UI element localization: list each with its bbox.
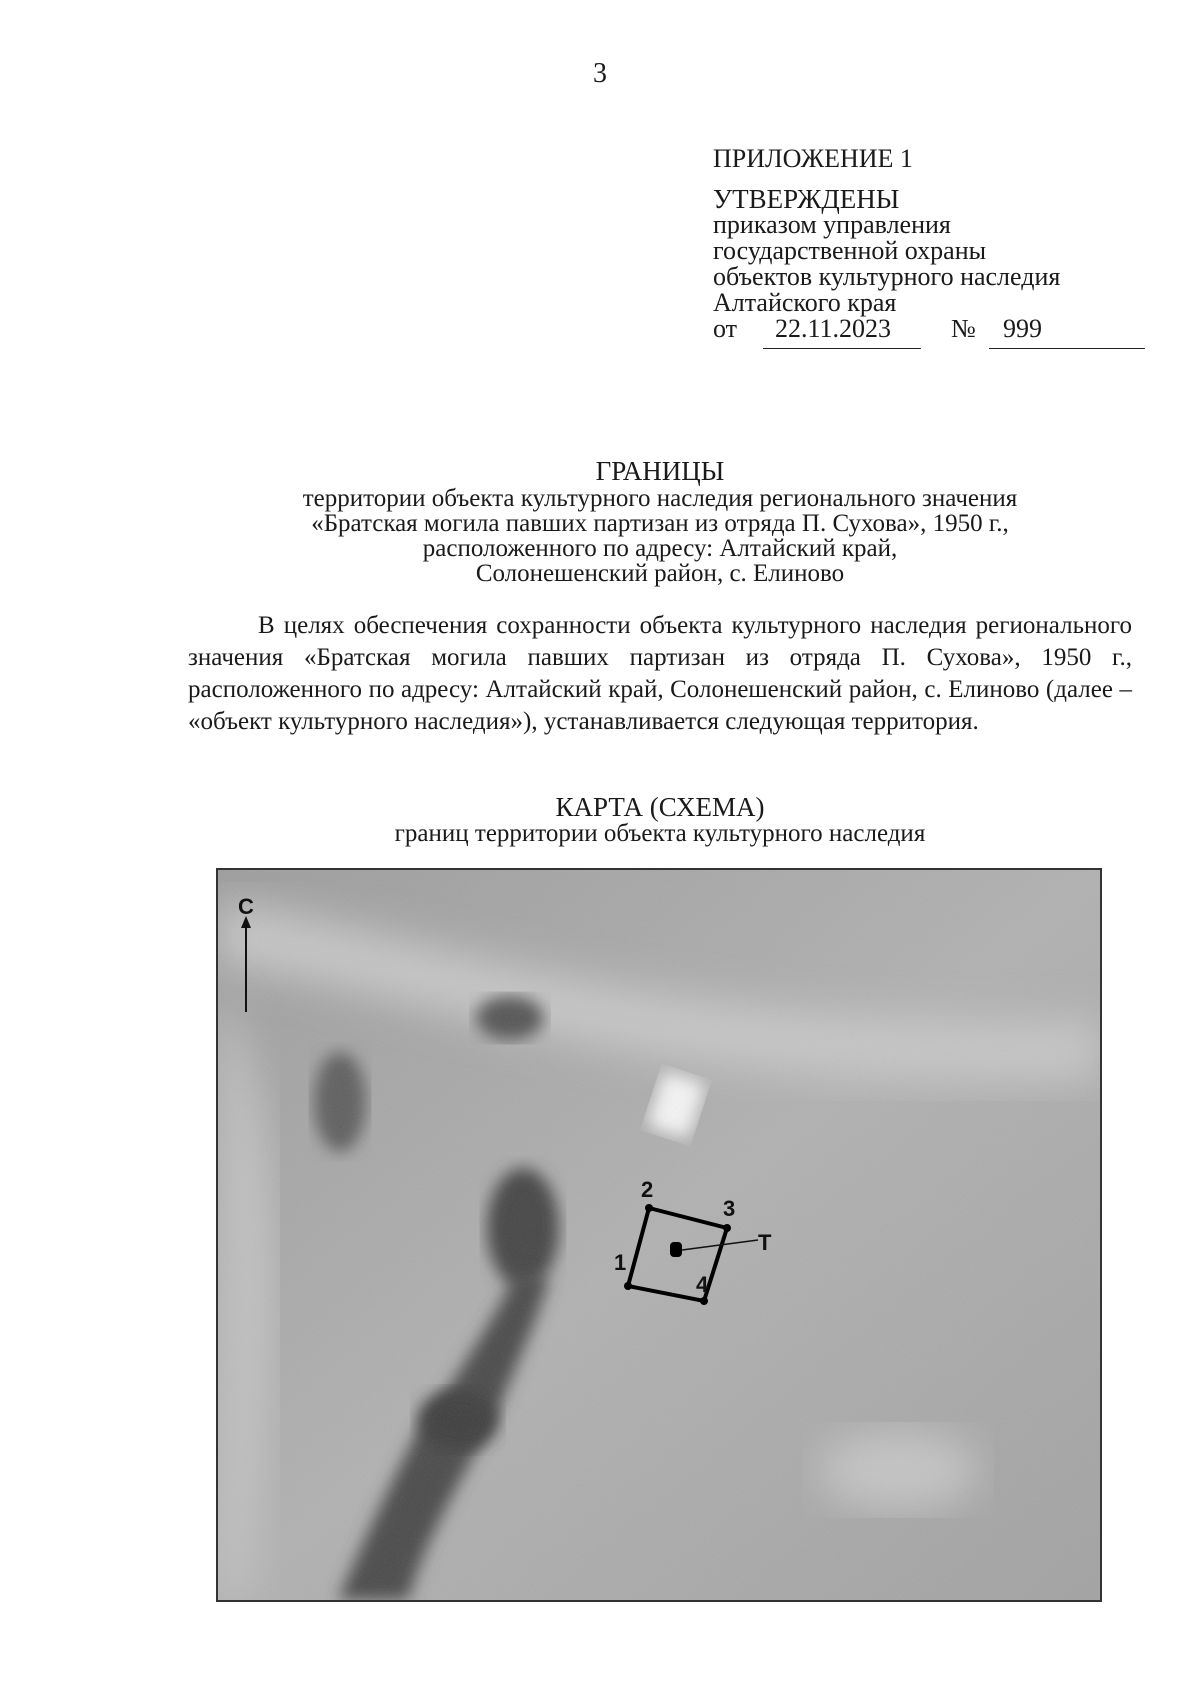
map-heading: КАРТА (СХЕМА) xyxy=(555,792,765,822)
map-svg xyxy=(218,870,1100,1600)
date-prefix: от xyxy=(713,314,738,343)
title-line: «Братская могила павших партизан из отряда П. Сухова», 1950 г., xyxy=(311,510,1009,537)
point-label-2: 2 xyxy=(641,1177,654,1202)
approval-line: Алтайского края xyxy=(713,288,897,317)
object-label: Т xyxy=(758,1230,772,1255)
monument-marker-icon xyxy=(670,1242,682,1257)
date-underline xyxy=(763,348,921,349)
approval-line: объектов культурного наследия xyxy=(713,262,1061,291)
page-number: 3 xyxy=(593,58,607,89)
boundary-point xyxy=(645,1204,653,1212)
boundary-point xyxy=(723,1224,731,1232)
body-paragraph: В целях обеспечения сохранности объекта культурного наследия регионального значения «Братская могила павших партизан из отряда П. Сухова», 1950 г., расположенного по адресу: Алтайский край, Солонешенский район, с. Елиново (далее – «объект культурного наследия»), устанавливается следующая территория. xyxy=(188,612,1132,735)
appendix-label: ПРИЛОЖЕНИЕ 1 xyxy=(713,144,913,173)
number-underline xyxy=(989,348,1145,349)
map-image xyxy=(216,868,1102,1602)
approval-line: государственной охраны xyxy=(713,236,987,265)
title-line: территории объекта культурного наследия регионального значения xyxy=(302,485,1018,512)
title-line: Солонешенский район, с. Елиново xyxy=(475,560,845,587)
document-title xyxy=(180,456,1140,586)
map-subheading: границ территории объекта культурного наследия xyxy=(394,820,926,847)
approved-label: УТВЕРЖДЕНЫ xyxy=(713,184,900,214)
approval-block xyxy=(713,146,1153,350)
number-prefix: № xyxy=(951,314,976,343)
date-number-line xyxy=(713,316,1153,350)
map-grain xyxy=(218,870,1100,1600)
order-date: 22.11.2023 xyxy=(775,314,892,343)
boundary-point xyxy=(700,1297,708,1305)
north-label: С xyxy=(238,894,254,919)
boundary-point xyxy=(624,1282,632,1290)
point-label-1: 1 xyxy=(614,1250,627,1275)
order-number: 999 xyxy=(1003,314,1042,343)
title-line: расположенного по адресу: Алтайский край, xyxy=(422,535,898,562)
point-label-4: 4 xyxy=(696,1272,709,1297)
map-title xyxy=(180,793,1140,846)
title-heading: ГРАНИЦЫ xyxy=(595,456,725,486)
approval-line: приказом управления xyxy=(713,210,951,239)
point-label-3: 3 xyxy=(723,1196,736,1221)
